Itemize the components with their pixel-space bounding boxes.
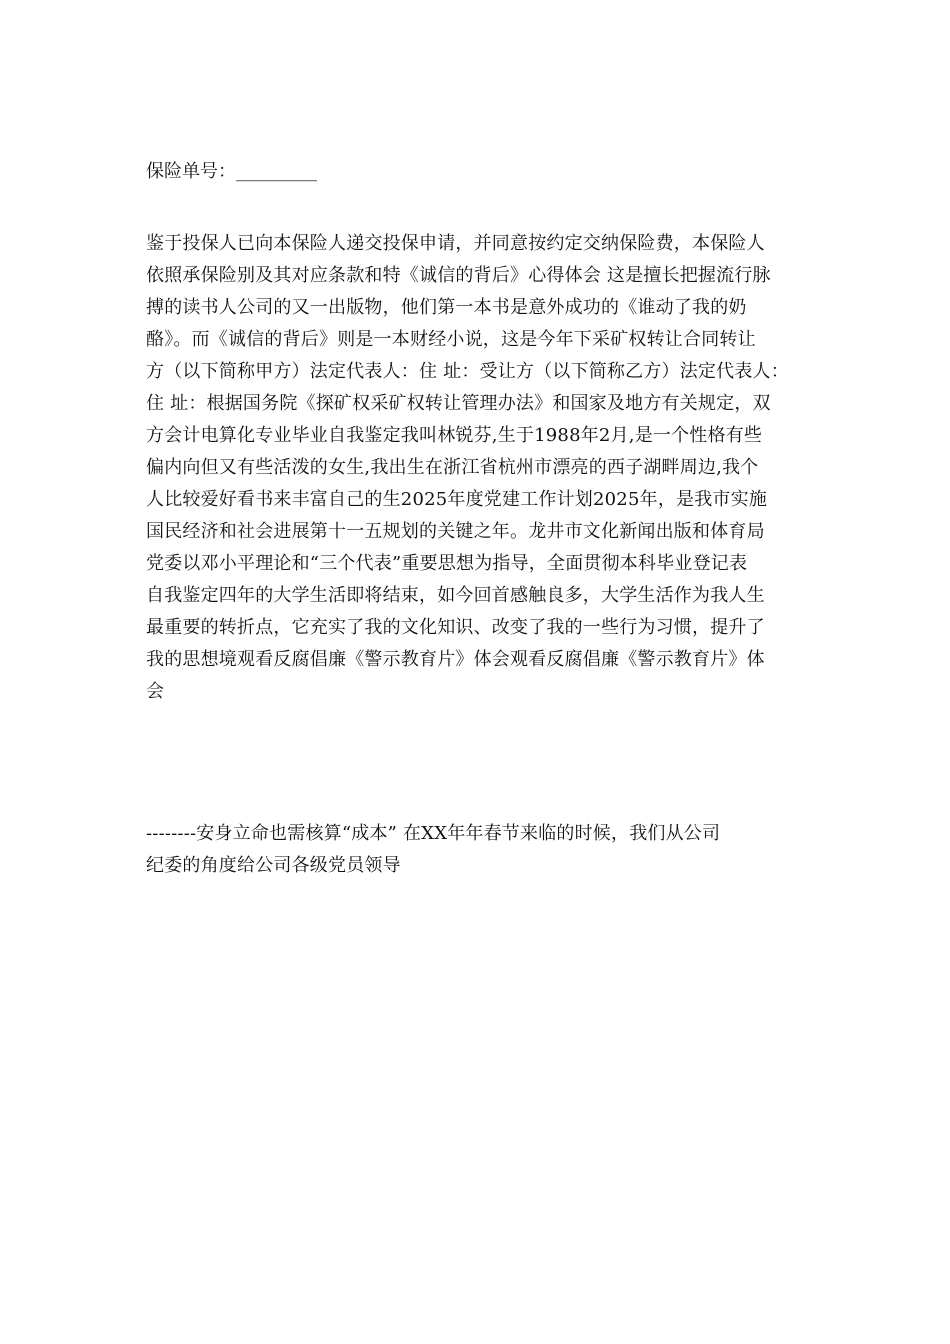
text-line: 自我鉴定四年的大学生活即将结束，如今回首感触良多，大学生活作为我人生 <box>146 585 765 606</box>
text-line: 偏内向但又有些活泼的女生,我出生在浙江省杭州市漂亮的西子湖畔周边,我个 <box>146 457 759 478</box>
text-line: 搏的读书人公司的又一出版物，他们第一本书是意外成功的《谁动了我的奶 <box>146 297 747 318</box>
body-paragraph-2 <box>146 818 826 882</box>
text-line: 住 址：根据国务院《探矿权采矿权转让管理办法》和国家及地方有关规定，双 <box>146 393 771 414</box>
text-line: 纪委的角度给公司各级党员领导 <box>146 855 401 876</box>
text-line: --------安身立命也需核算“成本” 在XX年年春节来临的时候，我们从公司 <box>146 823 721 844</box>
text-line: 国民经济和社会进展第十一五规划的关键之年。龙井市文化新闻出版和体育局 <box>146 521 765 542</box>
text-line: 鉴于投保人已向本保险人递交投保申请，并同意按约定交纳保险费，本保险人 <box>146 233 765 254</box>
text-line: 我的思想境观看反腐倡廉《警示教育片》体会观看反腐倡廉《警示教育片》体 <box>146 649 765 670</box>
text-line: 党委以邓小平理论和“三个代表”重要思想为指导，全面贯彻本科毕业登记表 <box>146 553 748 574</box>
text-line: 方会计电算化专业毕业自我鉴定我叫林锐芬,生于1988年2月,是一个性格有些 <box>146 425 763 446</box>
text-line: 最重要的转折点，它充实了我的文化知识、改变了我的一些行为习惯，提升了 <box>146 617 765 638</box>
text-line: 酪》。而《诚信的背后》则是一本财经小说，这是今年下采矿权转让合同转让 <box>146 329 756 350</box>
policy-number-line: 保险单号：_________ <box>146 161 317 182</box>
text-line: 人比较爱好看书来丰富自己的生2025年度党建工作计划2025年，是我市实施 <box>146 489 768 510</box>
text-line: 会 <box>146 681 165 702</box>
text-line: 方（以下简称甲方）法定代表人：住 址：受让方（以下简称乙方）法定代表人： <box>146 361 789 382</box>
text-line: 依照承保险别及其对应条款和特《诚信的背后》心得体会 这是擅长把握流行脉 <box>146 265 771 286</box>
body-paragraph-1 <box>146 228 826 708</box>
